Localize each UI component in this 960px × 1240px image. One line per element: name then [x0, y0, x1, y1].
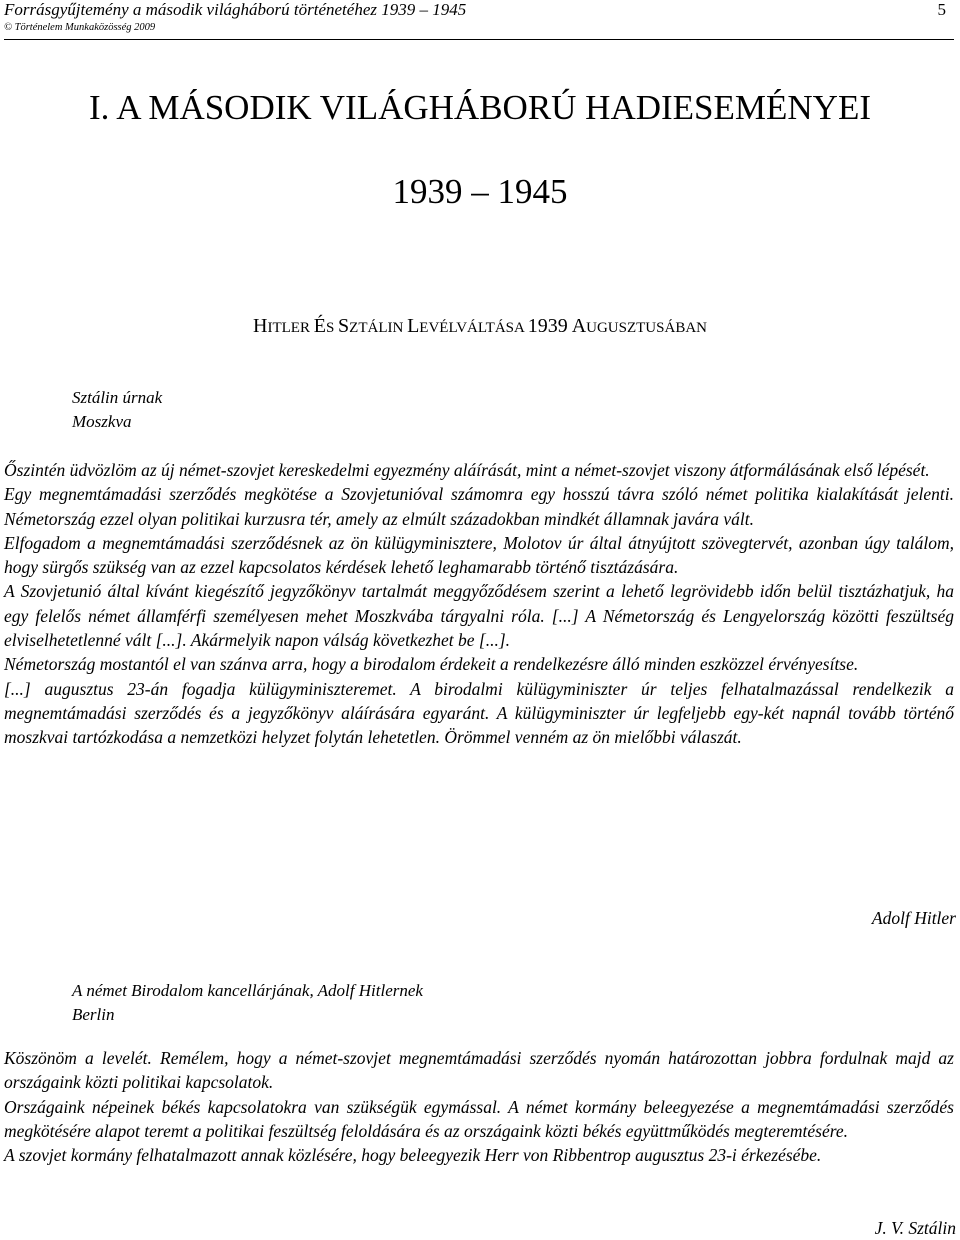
paragraph: Országaink népeinek békés kapcsolatokra van szükségük egymással. A német kormány beleegyezése a megnemtámadási szerződés megkötésére alapot teremt a politikai feszültség feloldására és az országaink közti békés együttműködés megteremtésére.: [4, 1096, 954, 1141]
book-title: Forrásgyűjtemény a második világháború történetéhez 1939 – 1945: [4, 0, 467, 19]
copyright-line: © Történelem Munkaközösség 2009: [4, 22, 156, 33]
chapter-years: 1939 – 1945: [392, 172, 568, 211]
section-title-part: ITLER: [267, 320, 314, 336]
letter2-body: [4, 1046, 954, 1167]
paragraph: Őszintén üdvözlöm az új német-szovjet kereskedelmi egyezmény aláírását, mint a német-szovjet viszony átformálásának első lépését.: [4, 460, 930, 480]
paragraph: A Szovjetunió által kívánt kiegészítő jegyzőkönyv tartalmát meggyőződésem szerint a lehető legrövidebb időn belül tisztázhatjuk, ha egy felelős német államférfi személyesen mehet Moszkvába tárgyalni róla. [...] A Németország és Lengyelország közötti feszültség elviselhetetlenné vált [...]. Akármelyik napon válság következhet be [...].: [4, 581, 954, 651]
section-title-part: H: [253, 315, 268, 337]
section-title-part: EVÉLVÁLTÁSA: [419, 320, 528, 336]
signature-stalin: J. V. Sztálin: [874, 1218, 956, 1238]
section-title-part: 1939: [527, 315, 572, 337]
section-title-part: UGUSZTUSÁBAN: [586, 320, 707, 336]
paragraph: Egy megnemtámadási szerződés megkötése a Szovjetunióval számomra egy hosszú távra szóló német politika kialakítását jelenti. Németország ezzel olyan politikai kurzusra tér, amely az elmúlt századokban mindkét államnak javára vált.: [4, 484, 954, 529]
letter1-recipient: Sztálin úrnak: [72, 388, 163, 407]
letter1-body: [4, 458, 954, 750]
section-title-part: S: [325, 320, 339, 336]
signature-hitler: Adolf Hitler: [871, 908, 956, 928]
section-title-part: L: [407, 315, 420, 337]
section-title-part: ZTÁLIN: [349, 320, 408, 336]
section-title-part: A: [571, 315, 587, 337]
chapter-title: I. A MÁSODIK VILÁGHÁBORÚ HADIESEMÉNYEI: [89, 88, 871, 127]
letter2-recipient: A német Birodalom kancellárjának, Adolf Hitlernek: [72, 981, 423, 1000]
section-title: [0, 315, 960, 338]
section-title-part: S: [338, 315, 350, 337]
paragraph: Németország mostantól el van szánva arra, hogy a birodalom érdekeit a rendelkezésre álló minden eszközzel érvényesítse.: [4, 654, 859, 675]
section-title-part: É: [313, 315, 326, 337]
paragraph: Elfogadom a megnemtámadási szerződésnek az ön külügyminisztere, Molotov úr által átnyújtott szövegtervét, azonban úgy találom, hogy sürgős szükség van az ezzel kapcsolatos kérdések lehető leghamarabb történő tisztázására.: [4, 532, 954, 578]
page-number: 5: [937, 0, 946, 19]
letter2-place: Berlin: [72, 1005, 115, 1024]
letter1-place: Moszkva: [72, 412, 132, 431]
header-rule: [4, 39, 954, 40]
paragraph: Köszönöm a levelét. Remélem, hogy a német-szovjet megnemtámadási szerződés nyomán határozottan jobbra fordulnak majd az országaink közti politikai kapcsolatok.: [4, 1048, 954, 1093]
paragraph: A szovjet kormány felhatalmazott annak közlésére, hogy beleegyezik Herr von Ribbentrop augusztus 23-i érkezésébe.: [4, 1145, 822, 1166]
paragraph: [...] augusztus 23-án fogadja külügyminiszteremet. A birodalmi külügyminiszter úr teljes felhatalmazással rendelkezik a megnemtámadási szerződés és a jegyzőkönyv aláírására egyaránt. A külügyminiszter úr legfeljebb egy-két napnál tovább történő moszkvai tartózkodása a nemzetközi helyzet folytán lehetetlen. Örömmel venném az ön mielőbbi válaszát.: [4, 678, 954, 748]
